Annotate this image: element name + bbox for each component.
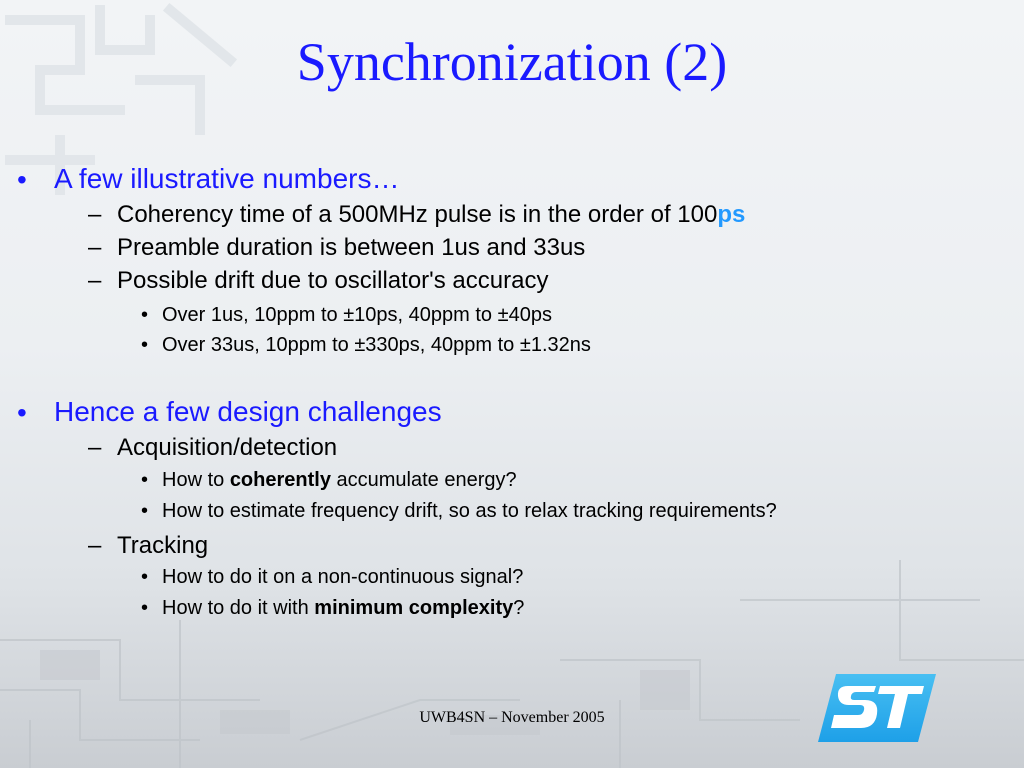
bullet-marker: • — [141, 597, 149, 619]
item-coherently-bold: coherently — [229, 469, 331, 491]
item-tracking: Tracking — [117, 532, 209, 559]
dash-marker: – — [88, 434, 102, 461]
item-coherency-time — [117, 201, 745, 229]
item-coherently-post: accumulate energy? — [330, 469, 517, 491]
slide-title: Synchronization (2) — [296, 32, 728, 92]
item-acquisition: Acquisition/detection — [117, 434, 338, 461]
item-minimum-bold: minimum complexity — [314, 597, 514, 619]
item-drift-1us: Over 1us, 10ppm to ±10ps, 40ppm to ±40ps — [162, 304, 552, 326]
dash-marker: – — [88, 234, 102, 261]
bullet-design-challenges: Hence a few design challenges — [54, 396, 442, 427]
footer-text: UWB4SN – November 2005 — [419, 709, 605, 726]
dash-marker: – — [88, 532, 102, 559]
bullet-marker: • — [141, 469, 149, 491]
item-minimum-pre: How to do it with — [162, 597, 315, 619]
bullet-illustrative-numbers: A few illustrative numbers… — [54, 163, 400, 194]
item-non-continuous: How to do it on a non-continuous signal? — [162, 566, 524, 588]
item-coherently-pre: How to — [162, 469, 230, 491]
item-preamble-duration: Preamble duration is between 1us and 33us — [117, 234, 586, 261]
st-logo-icon — [818, 672, 938, 744]
item-coherency-time-text: Coherency time of a 500MHz pulse is in the order of 100 — [117, 201, 718, 228]
bullet-marker: • — [141, 334, 149, 356]
bullet-marker: • — [141, 566, 149, 588]
bullet-marker: • — [141, 500, 149, 522]
bullet-marker: • — [17, 164, 27, 195]
item-frequency-drift: How to estimate frequency drift, so as to relax tracking requirements? — [162, 500, 777, 522]
bullet-marker: • — [17, 397, 27, 428]
dash-marker: – — [88, 201, 102, 228]
item-minimum-post: ? — [513, 597, 525, 619]
item-drift-33us: Over 33us, 10ppm to ±330ps, 40ppm to ±1.32ns — [162, 334, 591, 356]
dash-marker: – — [88, 267, 102, 294]
item-coherently-accumulate — [162, 469, 517, 492]
highlight-ps: ps — [717, 201, 746, 228]
item-possible-drift: Possible drift due to oscillator's accuracy — [117, 267, 549, 294]
item-minimum-complexity — [162, 597, 524, 620]
bullet-marker: • — [141, 304, 149, 326]
